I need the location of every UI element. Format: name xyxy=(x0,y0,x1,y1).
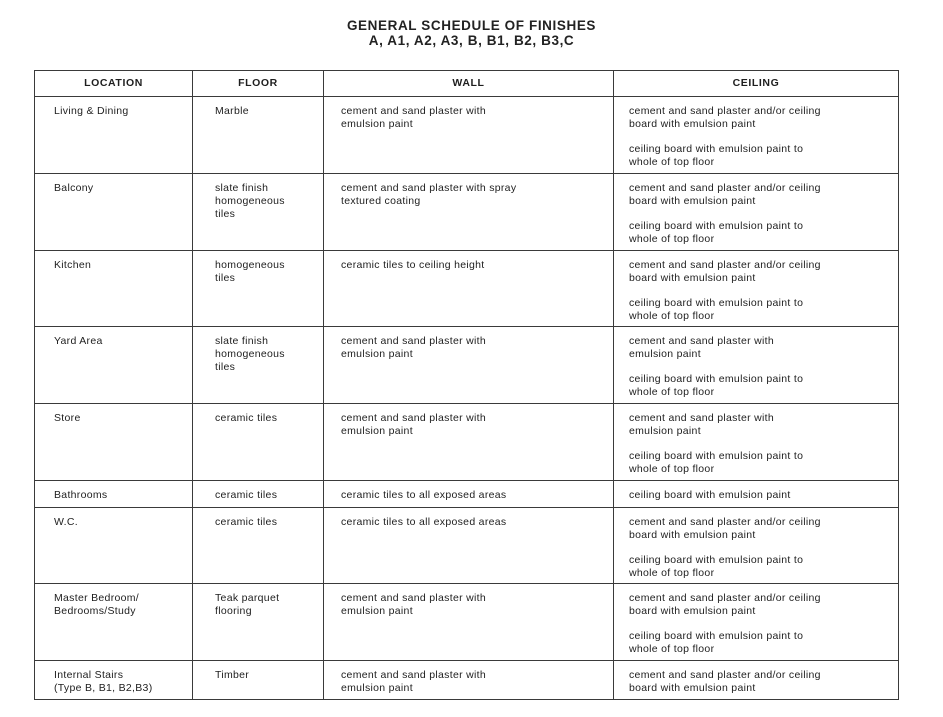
floor-cell-text: ceramic tiles xyxy=(215,412,278,424)
ceiling-cell xyxy=(614,174,899,251)
ceiling-option xyxy=(629,105,888,131)
ceiling-text: cement and sand plaster and/or ceiling xyxy=(629,105,821,117)
ceiling-text: ceiling board with emulsion paint to xyxy=(629,554,804,566)
table-row xyxy=(35,584,899,661)
ceiling-option xyxy=(629,335,888,361)
ceiling-text: ceiling board with emulsion paint to xyxy=(629,630,804,642)
floor-cell xyxy=(193,97,324,174)
finishes-schedule-table xyxy=(34,70,899,700)
wall-cell-text: emulsion paint xyxy=(341,348,413,360)
location-cell xyxy=(35,174,193,251)
wall-cell xyxy=(324,251,614,327)
location-cell xyxy=(35,97,193,174)
floor-cell-text: slate finish xyxy=(215,182,269,194)
wall-cell-text: cement and sand plaster with spray xyxy=(341,182,517,194)
table-row xyxy=(35,97,899,174)
floor-cell-text: homogeneous xyxy=(215,195,285,207)
ceiling-option xyxy=(629,489,888,502)
wall-cell xyxy=(324,404,614,481)
ceiling-text: whole of top floor xyxy=(629,156,715,168)
location-cell-text: Bedrooms/Study xyxy=(54,605,136,617)
ceiling-option xyxy=(629,143,888,169)
location-cell xyxy=(35,327,193,404)
ceiling-text: cement and sand plaster and/or ceiling xyxy=(629,669,821,681)
floor-cell-text: tiles xyxy=(215,272,236,284)
ceiling-option xyxy=(629,412,888,438)
floor-cell-text: Timber xyxy=(215,669,250,681)
header-ceiling: CEILING xyxy=(614,71,899,97)
ceiling-text: cement and sand plaster and/or ceiling xyxy=(629,259,821,271)
ceiling-cell xyxy=(614,97,899,174)
location-cell-text: (Type B, B1, B2,B3) xyxy=(54,682,153,694)
ceiling-text: ceiling board with emulsion paint to xyxy=(629,450,804,462)
ceiling-text: whole of top floor xyxy=(629,233,715,245)
floor-cell xyxy=(193,584,324,661)
ceiling-text: board with emulsion paint xyxy=(629,682,756,694)
header-wall: WALL xyxy=(324,71,614,97)
ceiling-cell xyxy=(614,251,899,327)
ceiling-cell xyxy=(614,661,899,700)
location-cell-text: Bathrooms xyxy=(54,489,108,501)
floor-cell-text: slate finish xyxy=(215,335,269,347)
wall-cell-text: cement and sand plaster with xyxy=(341,592,486,604)
table-row xyxy=(35,404,899,481)
wall-cell xyxy=(324,508,614,584)
ceiling-cell xyxy=(614,508,899,584)
ceiling-cell xyxy=(614,327,899,404)
location-cell xyxy=(35,584,193,661)
location-cell xyxy=(35,251,193,327)
location-cell xyxy=(35,404,193,481)
wall-cell-text: cement and sand plaster with xyxy=(341,412,486,424)
ceiling-option xyxy=(629,630,888,656)
floor-cell-text: homogeneous xyxy=(215,259,285,271)
location-cell-text: Internal Stairs xyxy=(54,669,124,681)
floor-cell xyxy=(193,481,324,508)
floor-cell-text: ceramic tiles xyxy=(215,489,278,501)
floor-cell-text: tiles xyxy=(215,361,236,373)
ceiling-option xyxy=(629,669,888,695)
ceiling-text: board with emulsion paint xyxy=(629,605,756,617)
wall-cell xyxy=(324,481,614,508)
wall-cell-text: ceramic tiles to all exposed areas xyxy=(341,489,507,501)
floor-cell-text: ceramic tiles xyxy=(215,516,278,528)
ceiling-text: emulsion paint xyxy=(629,425,701,437)
ceiling-option xyxy=(629,450,888,476)
table-row xyxy=(35,327,899,404)
floor-cell-text: homogeneous xyxy=(215,348,285,360)
ceiling-text: cement and sand plaster and/or ceiling xyxy=(629,182,821,194)
ceiling-text: whole of top floor xyxy=(629,643,715,655)
wall-cell xyxy=(324,584,614,661)
ceiling-text: cement and sand plaster and/or ceiling xyxy=(629,516,821,528)
location-cell-text: Master Bedroom/ xyxy=(54,592,140,604)
wall-cell-text: cement and sand plaster with xyxy=(341,105,486,117)
wall-cell-text: textured coating xyxy=(341,195,421,207)
location-cell-text: Store xyxy=(54,412,81,424)
ceiling-option xyxy=(629,373,888,399)
ceiling-text: ceiling board with emulsion paint to xyxy=(629,373,804,385)
ceiling-cell xyxy=(614,584,899,661)
table-row xyxy=(35,174,899,251)
floor-cell-text: Marble xyxy=(215,105,249,117)
ceiling-text: cement and sand plaster with xyxy=(629,335,774,347)
floor-cell xyxy=(193,174,324,251)
location-cell xyxy=(35,508,193,584)
ceiling-text: whole of top floor xyxy=(629,463,715,475)
table-row xyxy=(35,661,899,700)
wall-cell-text: emulsion paint xyxy=(341,425,413,437)
location-cell-text: W.C. xyxy=(54,516,78,528)
ceiling-text: cement and sand plaster and/or ceiling xyxy=(629,592,821,604)
wall-cell-text: emulsion paint xyxy=(341,682,413,694)
floor-cell xyxy=(193,327,324,404)
document-title xyxy=(0,18,943,48)
ceiling-cell xyxy=(614,404,899,481)
wall-cell-text: ceramic tiles to ceiling height xyxy=(341,259,485,271)
location-cell-text: Kitchen xyxy=(54,259,92,271)
wall-cell xyxy=(324,327,614,404)
ceiling-text: cement and sand plaster with xyxy=(629,412,774,424)
ceiling-text: ceiling board with emulsion paint to xyxy=(629,297,804,309)
wall-cell xyxy=(324,174,614,251)
ceiling-text: board with emulsion paint xyxy=(629,529,756,541)
ceiling-option xyxy=(629,220,888,246)
floor-cell xyxy=(193,508,324,584)
ceiling-text: board with emulsion paint xyxy=(629,118,756,130)
wall-cell-text: ceramic tiles to all exposed areas xyxy=(341,516,507,528)
wall-cell xyxy=(324,97,614,174)
floor-cell-text: tiles xyxy=(215,208,236,220)
header-location: LOCATION xyxy=(35,71,193,97)
ceiling-option xyxy=(629,259,888,285)
table-row xyxy=(35,251,899,327)
table-row xyxy=(35,481,899,508)
title-line-2: A, A1, A2, A3, B, B1, B2, B3,C xyxy=(368,33,575,48)
header-floor: FLOOR xyxy=(193,71,324,97)
location-cell-text: Balcony xyxy=(54,182,94,194)
wall-cell-text: emulsion paint xyxy=(341,118,413,130)
floor-cell-text: Teak parquet xyxy=(215,592,280,604)
ceiling-text: whole of top floor xyxy=(629,567,715,579)
floor-cell xyxy=(193,661,324,700)
ceiling-option xyxy=(629,554,888,580)
location-cell xyxy=(35,661,193,700)
ceiling-cell xyxy=(614,481,899,508)
ceiling-option xyxy=(629,182,888,208)
wall-cell-text: emulsion paint xyxy=(341,605,413,617)
ceiling-text: ceiling board with emulsion paint to xyxy=(629,143,804,155)
location-cell xyxy=(35,481,193,508)
ceiling-text: whole of top floor xyxy=(629,310,715,322)
title-line-1: GENERAL SCHEDULE OF FINISHES xyxy=(346,18,597,33)
ceiling-text: board with emulsion paint xyxy=(629,195,756,207)
location-cell-text: Living & Dining xyxy=(54,105,129,117)
ceiling-text: emulsion paint xyxy=(629,348,701,360)
ceiling-option xyxy=(629,297,888,323)
location-cell-text: Yard Area xyxy=(54,335,103,347)
wall-cell xyxy=(324,661,614,700)
table-row xyxy=(35,508,899,584)
floor-cell xyxy=(193,404,324,481)
floor-cell-text: flooring xyxy=(215,605,252,617)
ceiling-option xyxy=(629,592,888,618)
wall-cell-text: cement and sand plaster with xyxy=(341,669,486,681)
ceiling-text: whole of top floor xyxy=(629,386,715,398)
floor-cell xyxy=(193,251,324,327)
ceiling-text: ceiling board with emulsion paint to xyxy=(629,220,804,232)
wall-cell-text: cement and sand plaster with xyxy=(341,335,486,347)
table-header-row xyxy=(35,71,899,97)
ceiling-text: board with emulsion paint xyxy=(629,272,756,284)
ceiling-text: ceiling board with emulsion paint xyxy=(629,489,791,501)
ceiling-option xyxy=(629,516,888,542)
